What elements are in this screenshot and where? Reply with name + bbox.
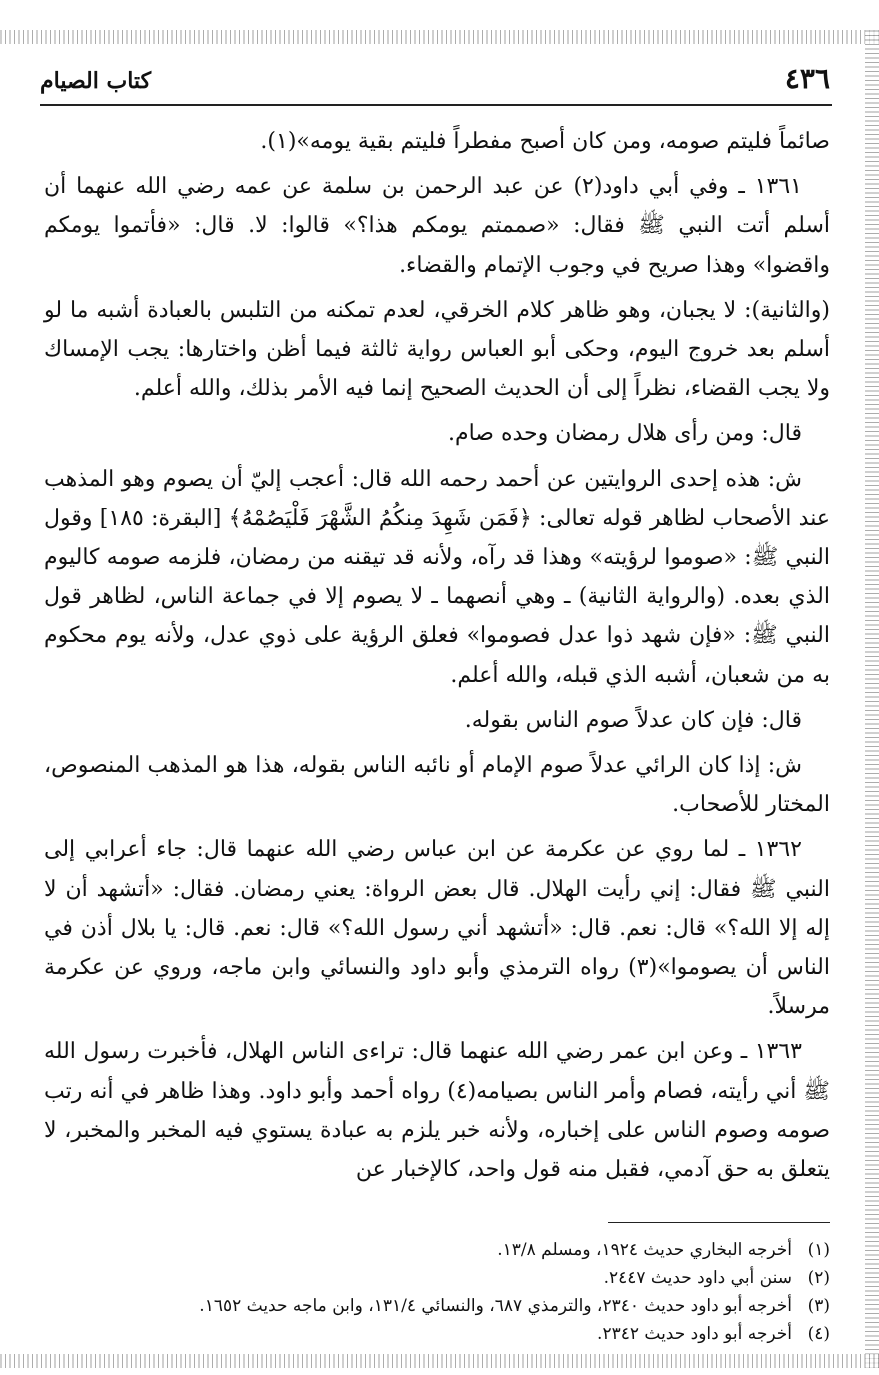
decorative-border-top <box>0 30 879 44</box>
footnotes <box>44 1236 830 1348</box>
footnote <box>44 1264 830 1292</box>
decorative-border-right <box>865 30 879 1368</box>
paragraph: صائماً فليتم صومه، ومن كان أصبح مفطراً فليتم بقية يومه»(١). <box>260 129 830 154</box>
footnote-number: (٢) <box>807 1268 830 1288</box>
paragraph-sharh: ش: هذه إحدى الروايتين عن أحمد رحمه الله قال: أعجب إليّ أن يصوم وهو المذهب عند الأصحاب لظاهر قوله تعالى: ﴿فَمَن شَهِدَ مِنكُمُ الشَّهْرَ فَلْيَصُمْهُ﴾ [البقرة: ١٨٥] وقول النبي ﷺ: «صوموا لرؤيته» وهذا قد رآه، ولأنه قد تيقنه من رمضان، فلزمه صومه كاليوم الذي بعده. (والرواية الثانية) ـ وهي أنصهما ـ لا يصوم إلا في جماعة الناس، لظاهر قول النبي ﷺ: «فإن شهد ذوا عدل فصوموا» فعلق الرؤية على ذوي عدل، ولأنه يوم محكوم به من شعبان، أشبه الذي قبله، والله أعلم. <box>44 466 830 688</box>
paragraph: (والثانية): لا يجبان، وهو ظاهر كلام الخرقي، لعدم تمكنه من التلبس بالعبادة أشبه ما لو أسلم بعد خروج اليوم، وحكى أبو العباس رواية ثالثة فيما أظن واختارها: يجب الإمساك ولا يجب القضاء، نظراً إلى أن الحديث الصحيح إنما فيه الأمر بذلك، والله أعلم. <box>44 297 830 402</box>
footnote-text: أخرجه البخاري حديث ١٩٢٤، ومسلم ١٣/٨. <box>497 1240 792 1260</box>
footnote <box>44 1292 830 1320</box>
running-title: كتاب الصيام <box>40 68 152 94</box>
paragraph-sharh: ش: إذا كان الرائي عدلاً صوم الإمام أو نائبه الناس بقوله، هذا هو المذهب المنصوص، المختار للأصحاب. <box>44 753 830 818</box>
decorative-border-bottom <box>0 1354 879 1368</box>
footnote-text: أخرجه أبو داود حديث ٢٣٤٢. <box>597 1324 792 1344</box>
paragraph-hadith-1363: ١٣٦٣ ـ وعن ابن عمر رضي الله عنهما قال: تراءى الناس الهلال، فأخبرت رسول الله ﷺ أني رأيته، فصام وأمر الناس بصيامه(٤) رواه أحمد وأبو داود. وهذا ظاهر في أنه رتب صومه وصوم الناس على إخباره، ولأنه خبر يلزم به عبادة يستوي فيه المخبر والمخبر، لا يتعلق به حق آدمي، فقبل منه قول واحد، كالإخبار عن <box>44 1039 830 1183</box>
footnote <box>44 1236 830 1264</box>
header-rule <box>40 104 832 106</box>
page-number: ٤٣٦ <box>784 62 830 95</box>
paragraph-hadith-1362: ١٣٦٢ ـ لما روي عن عكرمة عن ابن عباس رضي الله عنهما قال: جاء أعرابي إلى النبي ﷺ فقال: إني رأيت الهلال. قال بعض الرواة: يعني رمضان. فقال: «أتشهد أن لا إله إلا الله؟» قال: نعم. قال: «أتشهد أني رسول الله؟» قال: نعم. قال: يا بلال أذن في الناس أن يصوموا»(٣) رواه الترمذي وأبو داود والنسائي وابن ماجه، وروي عن عكرمة مرسلاً. <box>44 837 830 1020</box>
paragraph-hadith-1361: ١٣٦١ ـ وفي أبي داود(٢) عن عبد الرحمن بن سلمة عن عمه رضي الله عنهما أن أسلم أتت النبي ﷺ فقال: «صممتم يومكم هذا؟» قالوا: لا. قال: «فأتموا يومكم واقضوا» وهذا صريح في وجوب الإتمام والقضاء. <box>44 174 830 278</box>
footnote-number: (٣) <box>807 1296 830 1316</box>
footnote-text: أخرجه أبو داود حديث ٢٣٤٠، والترمذي ٦٨٧، والنسائي ١٣١/٤، وابن ماجه حديث ١٦٥٢. <box>199 1296 792 1316</box>
paragraph-qala: قال: فإن كان عدلاً صوم الناس بقوله. <box>464 707 802 733</box>
page-header <box>40 62 830 102</box>
footnote-rule <box>608 1222 830 1223</box>
main-text <box>44 122 830 1195</box>
footnote <box>44 1320 830 1348</box>
footnote-number: (٤) <box>807 1324 830 1344</box>
footnote-number: (١) <box>807 1240 830 1260</box>
paragraph-qala: قال: ومن رأى هلال رمضان وحده صام. <box>447 421 802 447</box>
footnote-text: سنن أبي داود حديث ٢٤٤٧. <box>603 1268 792 1288</box>
